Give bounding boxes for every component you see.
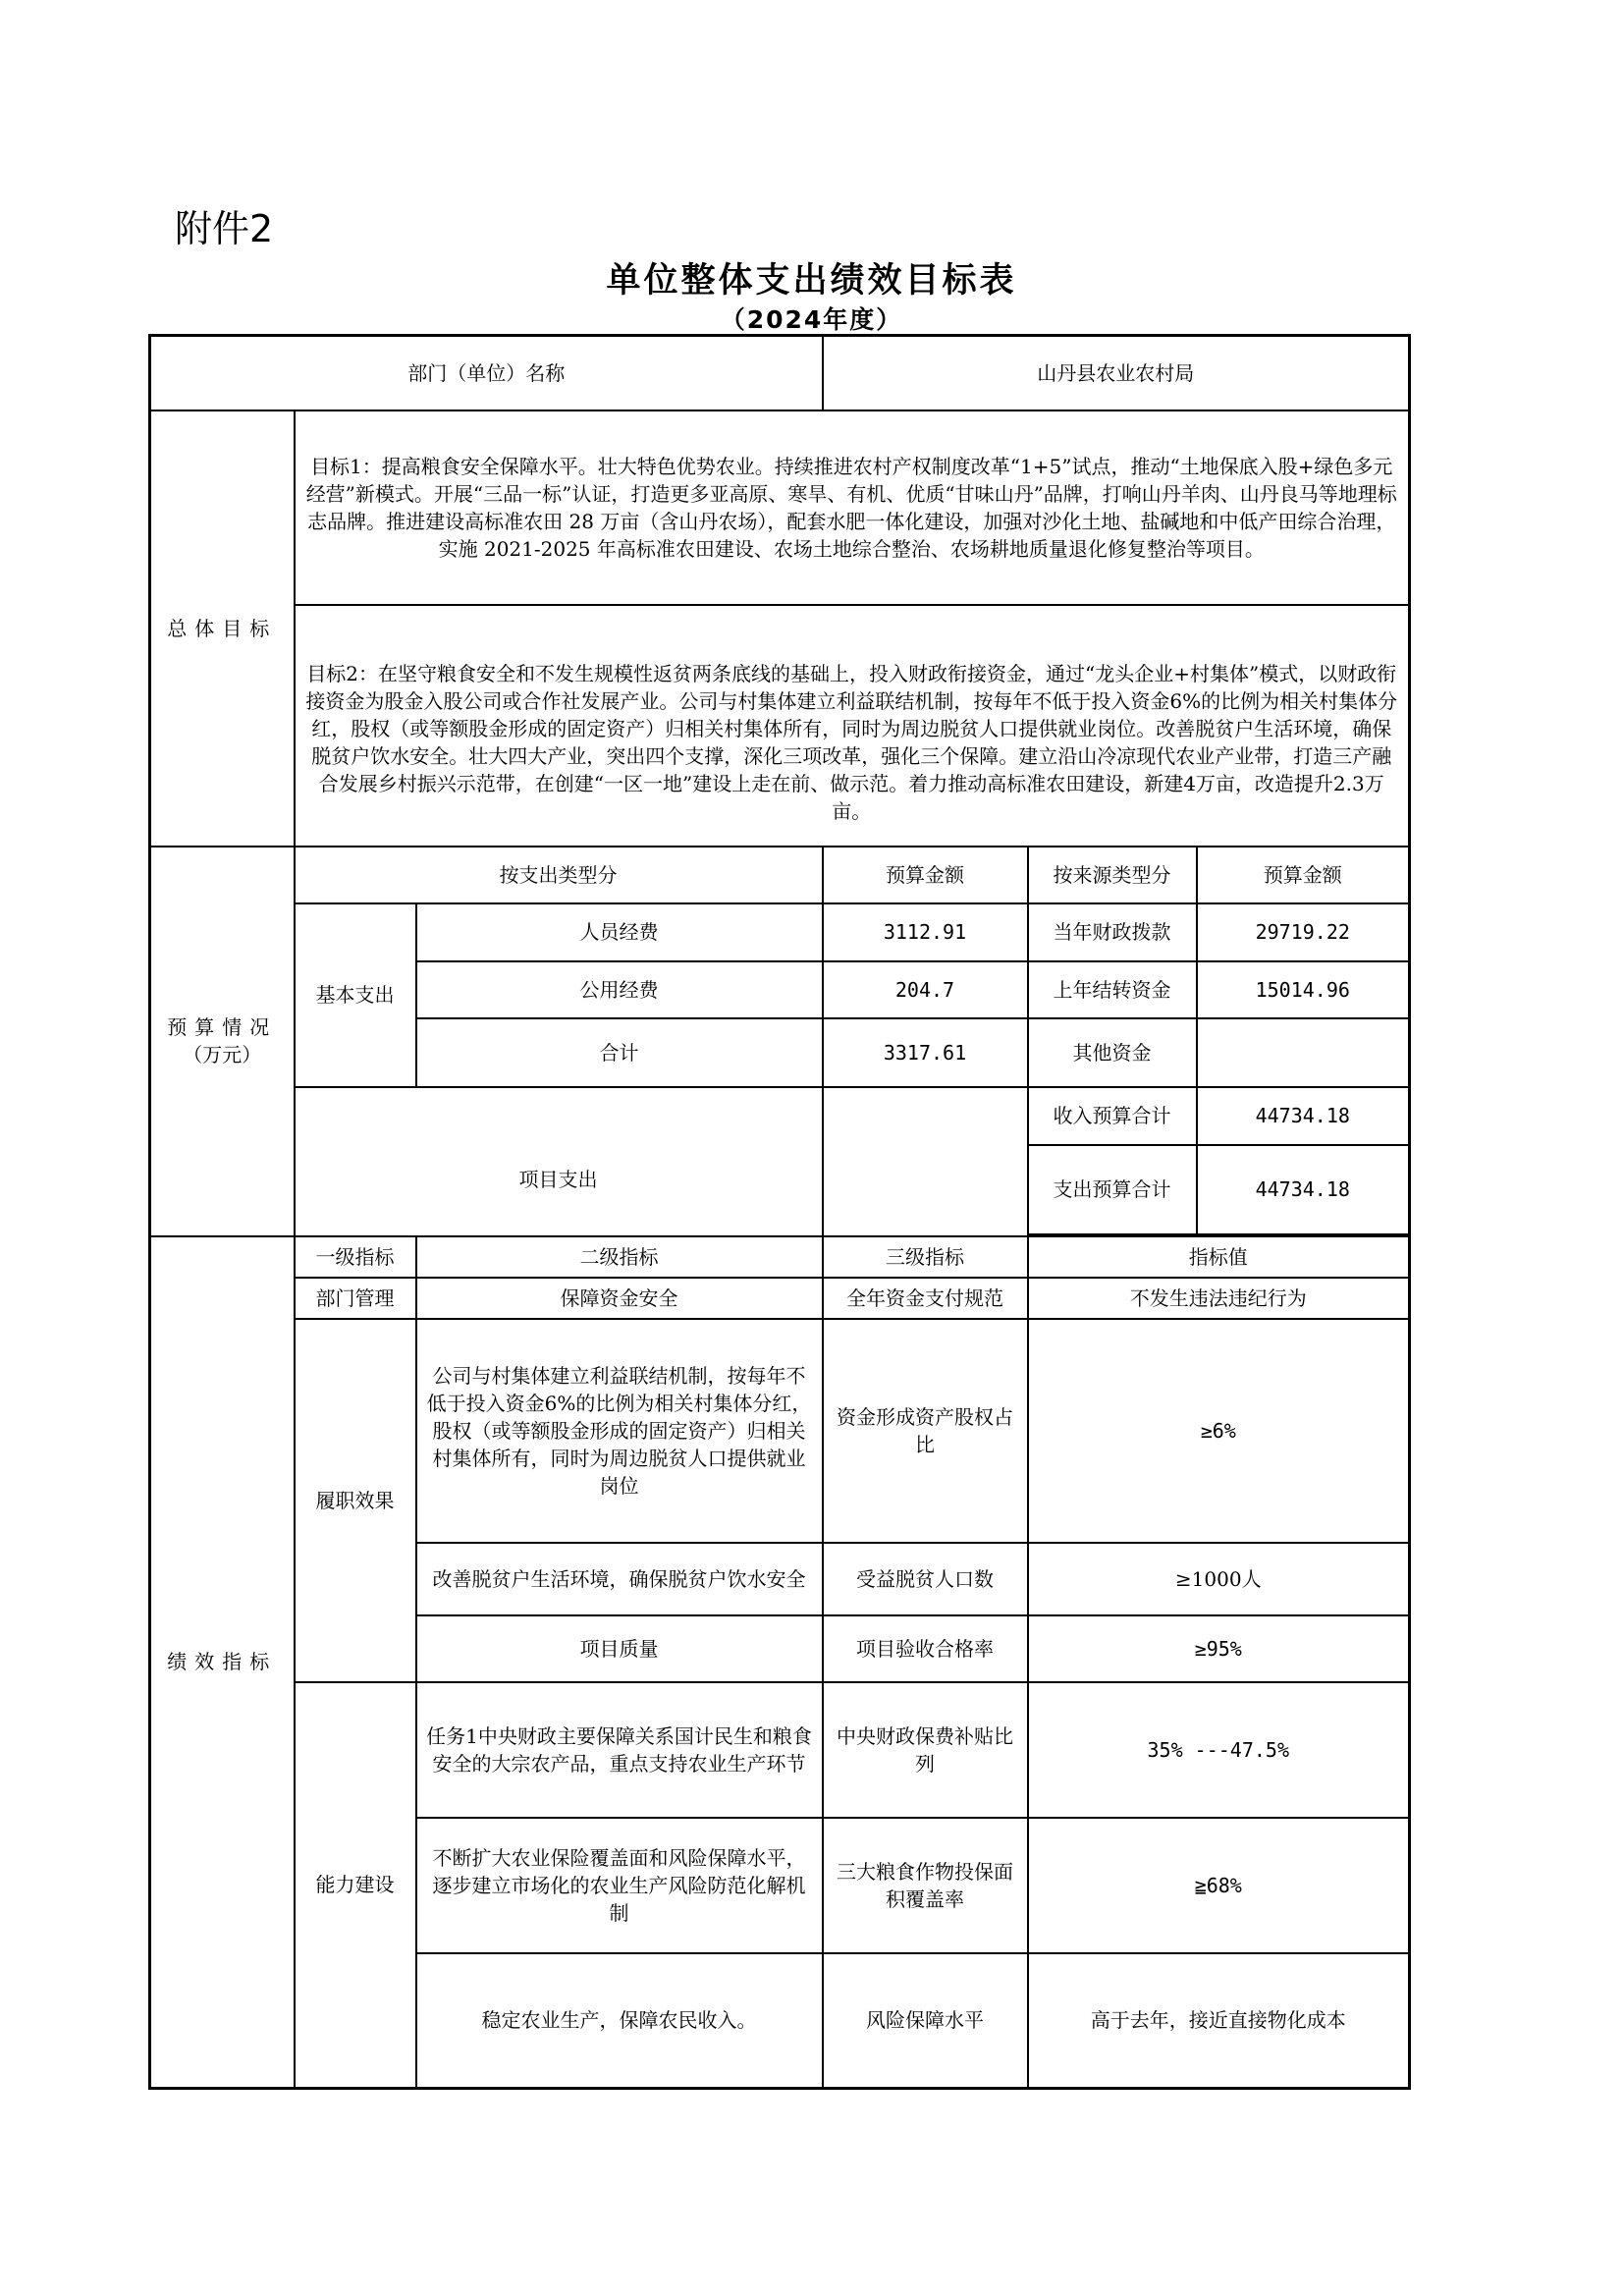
mgmt-level1: 部门管理 [295,1278,416,1319]
income-total-row [150,1087,1410,1145]
personnel-label: 人员经费 [416,903,823,961]
capacity-level2-2: 不断扩大农业保险覆盖面和风险保障水平，逐步建立市场化的农业生产风险防范化解机制 [416,1818,823,1953]
capacity-level2-3: 稳定农业生产，保障农民收入。 [416,1953,823,2089]
mgmt-value: 不发生违法违纪行为 [1028,1278,1410,1319]
capacity-level1: 能力建设 [295,1682,416,2089]
unit-name-value: 山丹县农业农村局 [823,336,1410,410]
capacity-value-3: 高于去年，接近直接物化成本 [1028,1953,1410,2089]
duty-value-3: ≥95% [1028,1615,1410,1682]
duty-level2-3: 项目质量 [416,1615,823,1682]
capacity-value-1: 35% ---47.5% [1028,1682,1410,1818]
duty-level3-1: 资金形成资产股权占比 [823,1319,1028,1543]
duty-row-1 [150,1319,1410,1543]
capacity-level3-3: 风险保障水平 [823,1953,1028,2089]
mgmt-level3: 全年资金支付规范 [823,1278,1028,1319]
capacity-level2-1: 任务1中央财政主要保障关系国计民生和粮食安全的大宗农产品，重点支持农业生产环节 [416,1682,823,1818]
performance-label: 绩效指标 [150,1236,295,2089]
level3-header: 三级指标 [823,1236,1028,1278]
by-type-header: 按支出类型分 [295,847,823,903]
public-amount: 204.7 [823,961,1028,1018]
amount-header-2: 预算金额 [1197,847,1410,903]
goal-2-text: 目标2：在坚守粮食安全和不发生规模性返贫两条底线的基础上，投入财政衔接资金，通过“龙头企业+村集体”模式，以财政衔接资金为股金入股公司或合作社发展产业。公司与村集体建立利益联结机制，按每年不低于投入资金6%的比例为相关村集体分红，股权（或等额股金形成的固定资产）归相关村集体所有，同时为周边脱贫人口提供就业岗位。改善脱贫户生活环境，确保脱贫户饮水安全。壮大四大产业，突出四个支撑，深化三项改革，强化三个保障。建立沿山冷凉现代农业产业带，打造三产融合发展乡村振兴示范带，在创建“一区一地”建设上走在前、做示范。着力推动高标准农田建设，新建4万亩，改造提升2.3万亩。 [295,605,1410,847]
amount-header: 预算金额 [823,847,1028,903]
expense-total-amount: 44734.18 [1197,1145,1410,1234]
indicator-header-row [150,1236,1410,1278]
basic-expense-label: 基本支出 [295,903,416,1087]
project-expense-label: 项目支出 [295,1087,823,1236]
duty-level3-3: 项目验收合格率 [823,1615,1028,1682]
page-title: 单位整体支出绩效目标表 [606,261,1017,301]
income-total-label: 收入预算合计 [1028,1087,1197,1145]
level2-header: 二级指标 [416,1236,823,1278]
capacity-level3-1: 中央财政保费补贴比列 [823,1682,1028,1818]
project-expense-amount [823,1087,1028,1236]
duty-level1: 履职效果 [295,1319,416,1682]
income-total-amount: 44734.18 [1197,1087,1410,1145]
subtotal-amount: 3317.61 [823,1018,1028,1087]
carryover-amount: 15014.96 [1197,961,1410,1018]
current-fiscal-amount: 29719.22 [1197,903,1410,961]
level1-header: 一级指标 [295,1236,416,1278]
duty-value-1: ≥6% [1028,1319,1410,1543]
capacity-level3-2: 三大粮食作物投保面积覆盖率 [823,1818,1028,1953]
overall-goals-label: 总体目标 [150,410,295,847]
duty-level2-2: 改善脱贫户生活环境，确保脱贫户饮水安全 [416,1543,823,1615]
mgmt-level2: 保障资金安全 [416,1278,823,1319]
budget-unit-text: （万元） [183,1043,262,1066]
attachment-label: 附件2 [175,207,274,250]
personnel-row [150,903,1410,961]
expense-total-label: 支出预算合计 [1028,1145,1197,1234]
unit-name-label: 部门（单位）名称 [150,336,823,410]
other-funds-label: 其他资金 [1028,1018,1197,1087]
capacity-value-2: ≧68% [1028,1818,1410,1953]
duty-level3-2: 受益脱贫人口数 [823,1543,1028,1615]
by-source-header: 按来源类型分 [1028,847,1197,903]
budget-label [150,847,295,1236]
mgmt-row [150,1278,1410,1319]
carryover-label: 上年结转资金 [1028,961,1197,1018]
budget-label-text: 预算情况 [167,1015,278,1039]
page-subtitle: （2024年度） [720,305,903,334]
other-funds-amount [1197,1018,1410,1087]
performance-target-table [148,334,1411,2090]
goal1-row [150,410,1410,605]
goal-1-text: 目标1：提高粮食安全保障水平。壮大特色优势农业。持续推进农村产权制度改革“1+5”试点，推动“土地保底入股+绿色多元经营”新模式。开展“三品一标”认证，打造更多亚高原、寒旱、有机、优质“甘味山丹”品牌，打响山丹羊肉、山丹良马等地理标志品牌。推进建设高标准农田 28 万亩（含山丹农场），配套水肥一体化建设，加强对沙化土地、盐碱地和中低产田综合治理，实施 2021-2025 年高标准农田建设、农场土地综合整治、农场耕地质量退化修复整治等项目。 [295,410,1410,605]
goal2-row [150,605,1410,847]
duty-level2-1: 公司与村集体建立利益联结机制，按每年不低于投入资金6%的比例为相关村集体分红，股权（或等额股金形成的固定资产）归相关村集体所有，同时为周边脱贫人口提供就业岗位 [416,1319,823,1543]
subtotal-label: 合计 [416,1018,823,1087]
indicator-value-header: 指标值 [1028,1236,1410,1278]
duty-value-2: ≥1000人 [1028,1543,1410,1615]
budget-header-row [150,847,1410,903]
unit-row [150,336,1410,410]
personnel-amount: 3112.91 [823,903,1028,961]
current-fiscal-label: 当年财政拨款 [1028,903,1197,961]
public-label: 公用经费 [416,961,823,1018]
capacity-row-1 [150,1682,1410,1818]
